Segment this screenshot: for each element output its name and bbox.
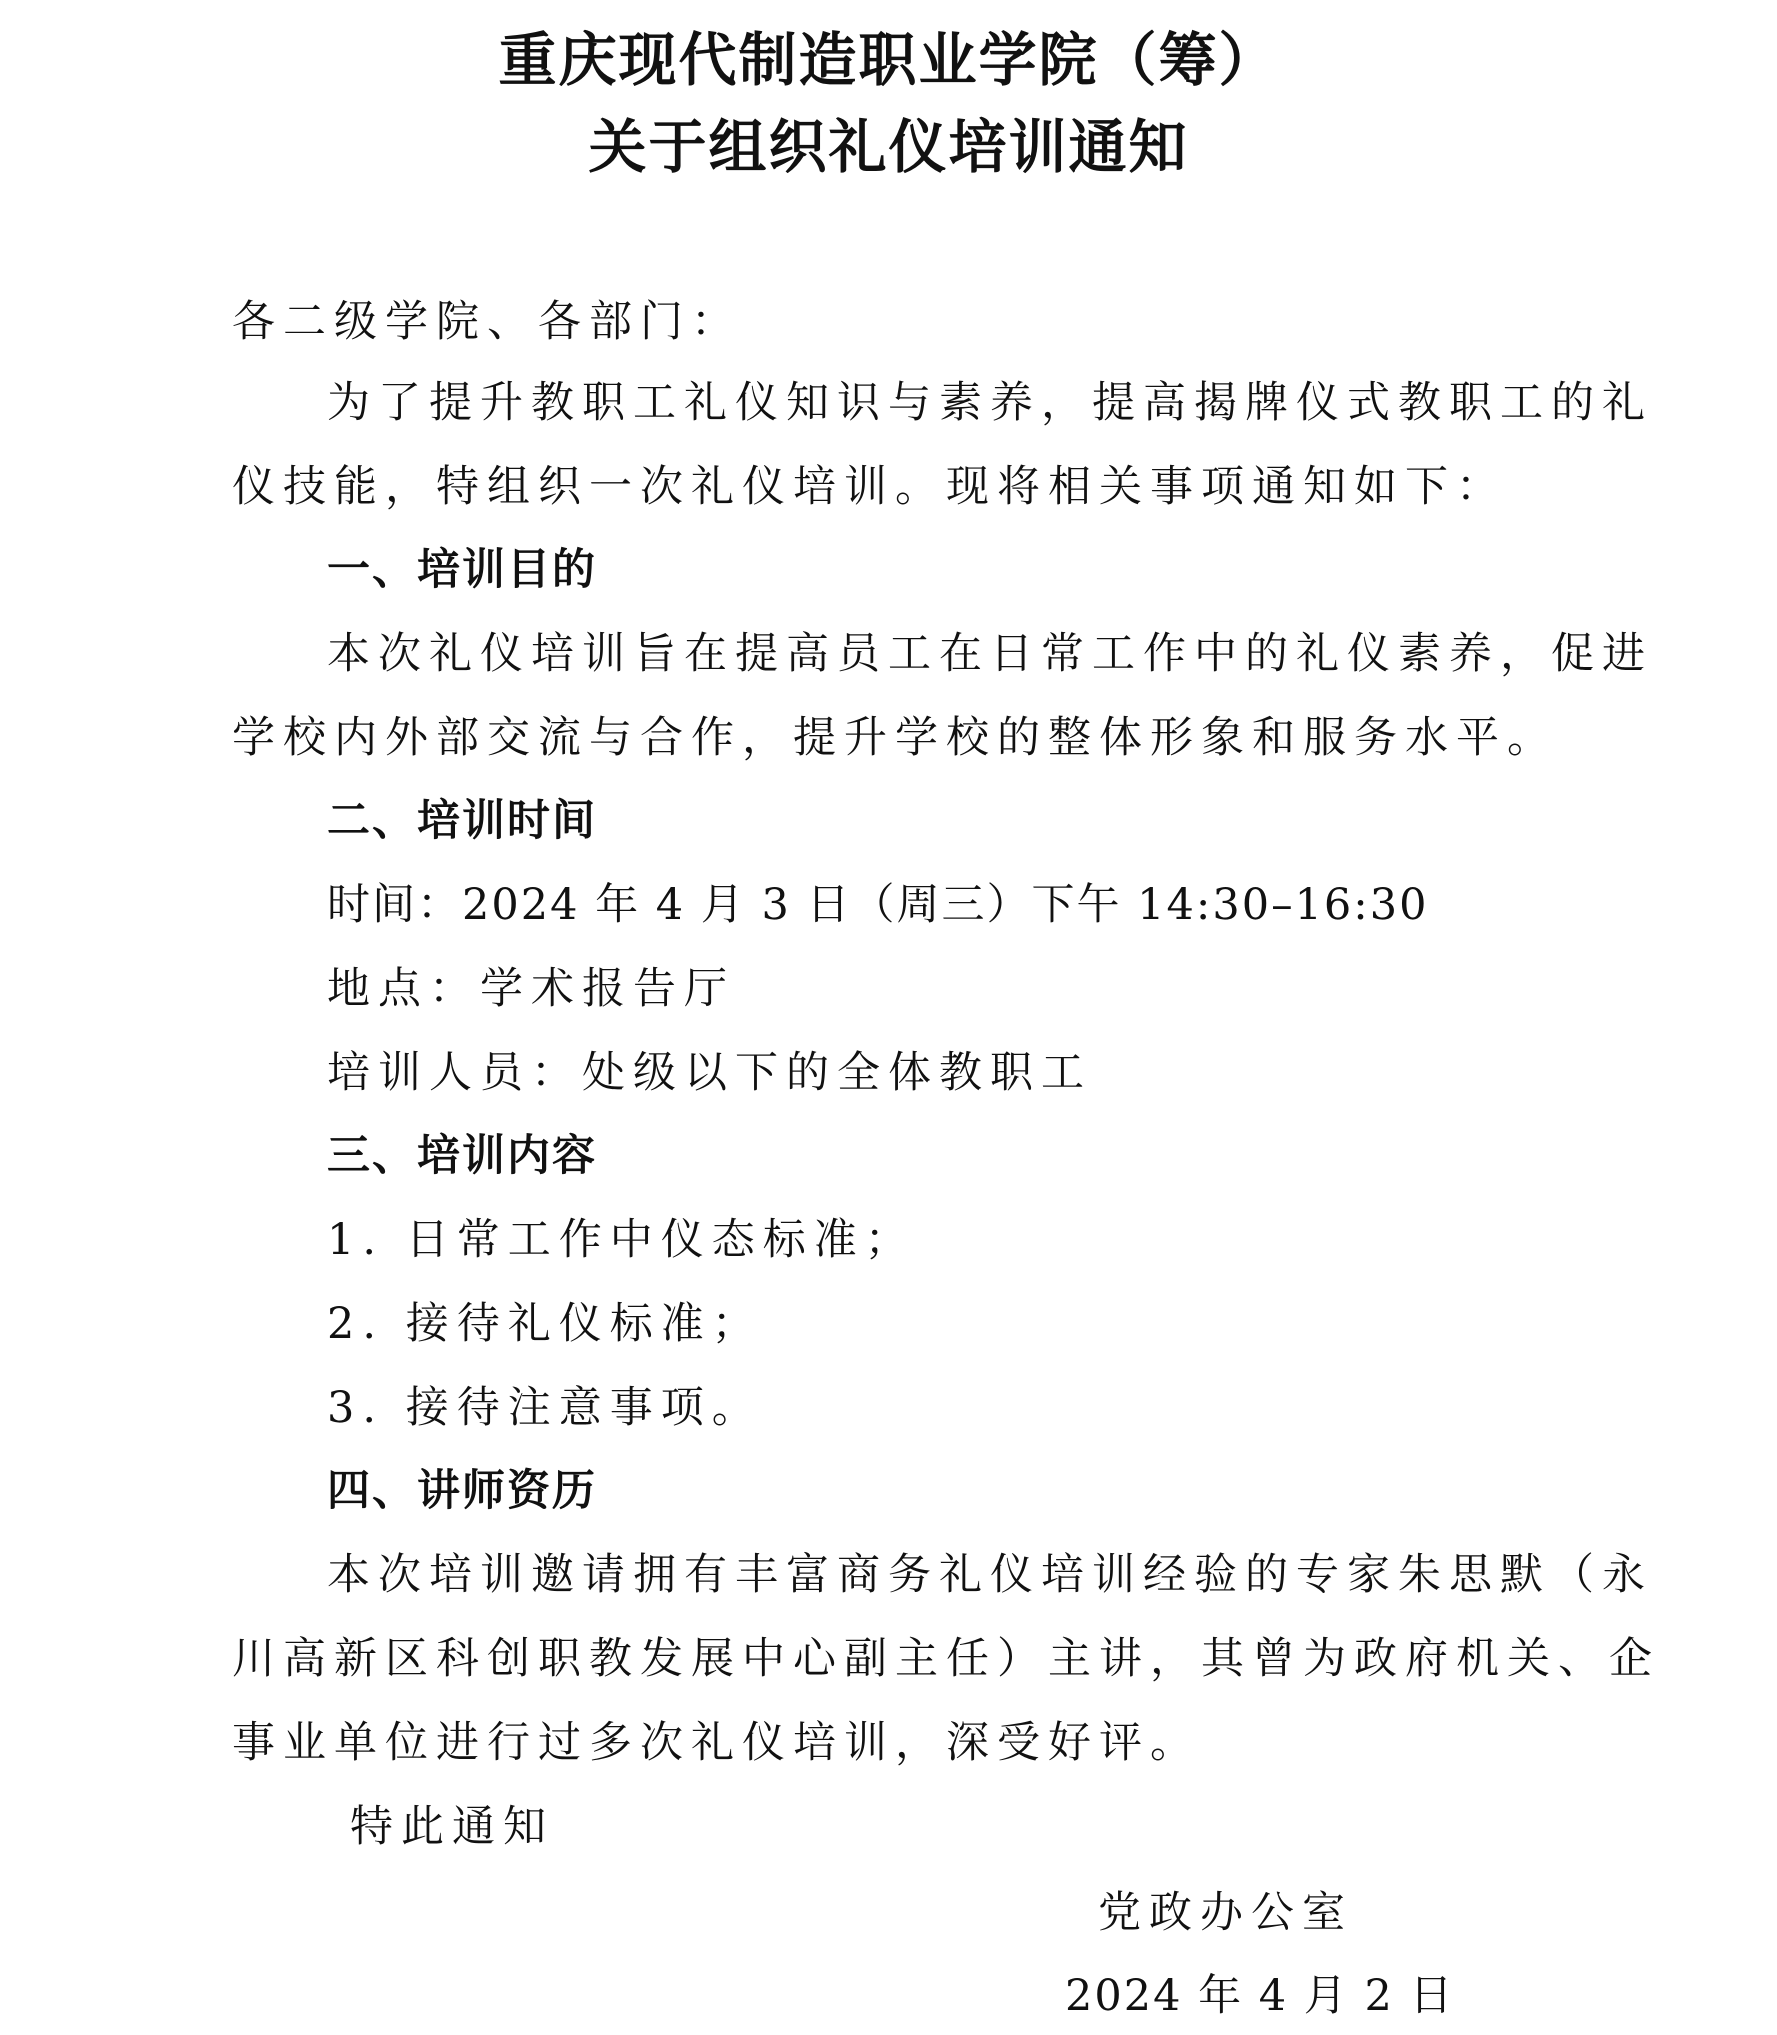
paragraph-line: 事业单位进行过多次礼仪培训，深受好评。 xyxy=(232,1718,1201,1768)
location-line: 地点：学术报告厅 xyxy=(327,964,735,1014)
list-item: 1. 日常工作中仪态标准； xyxy=(327,1215,916,1265)
list-item: 3. 接待注意事项。 xyxy=(327,1383,763,1433)
signature-department: 党政办公室 xyxy=(1098,1888,1353,1938)
document-title-line2: 关于组织礼仪培训通知 xyxy=(588,113,1189,181)
section-heading-lecturer: 四、讲师资历 xyxy=(327,1466,597,1516)
signature-date: 2024 年 4 月 2 日 xyxy=(1065,1971,1455,2021)
intro-line: 仪技能，特组织一次礼仪培训。现将相关事项通知如下： xyxy=(232,462,1507,512)
participants-line: 培训人员：处级以下的全体教职工 xyxy=(327,1048,1092,1098)
paragraph-line: 本次培训邀请拥有丰富商务礼仪培训经验的专家朱思默（永 xyxy=(327,1550,1653,1600)
closing-text: 特此通知 xyxy=(350,1802,554,1852)
paragraph-line: 学校内外部交流与合作，提升学校的整体形象和服务水平。 xyxy=(232,713,1558,763)
section-heading-time: 二、培训时间 xyxy=(327,796,597,846)
list-item: 2. 接待礼仪标准； xyxy=(327,1299,763,1349)
document-title-line1: 重庆现代制造职业学院（筹） xyxy=(498,26,1279,94)
paragraph-line: 川高新区科创职教发展中心副主任）主讲，其曾为政府机关、企 xyxy=(232,1634,1660,1684)
paragraph-line: 本次礼仪培训旨在提高员工在日常工作中的礼仪素养，促进 xyxy=(327,629,1653,679)
intro-line: 为了提升教职工礼仪知识与素养，提高揭牌仪式教职工的礼 xyxy=(327,378,1653,428)
salutation: 各二级学院、各部门： xyxy=(232,297,742,347)
section-heading-content: 三、培训内容 xyxy=(327,1131,597,1181)
section-heading-purpose: 一、培训目的 xyxy=(327,545,597,595)
time-line: 时间：2024 年 4 月 3 日（周三）下午 14:30–16:30 xyxy=(327,880,1429,930)
